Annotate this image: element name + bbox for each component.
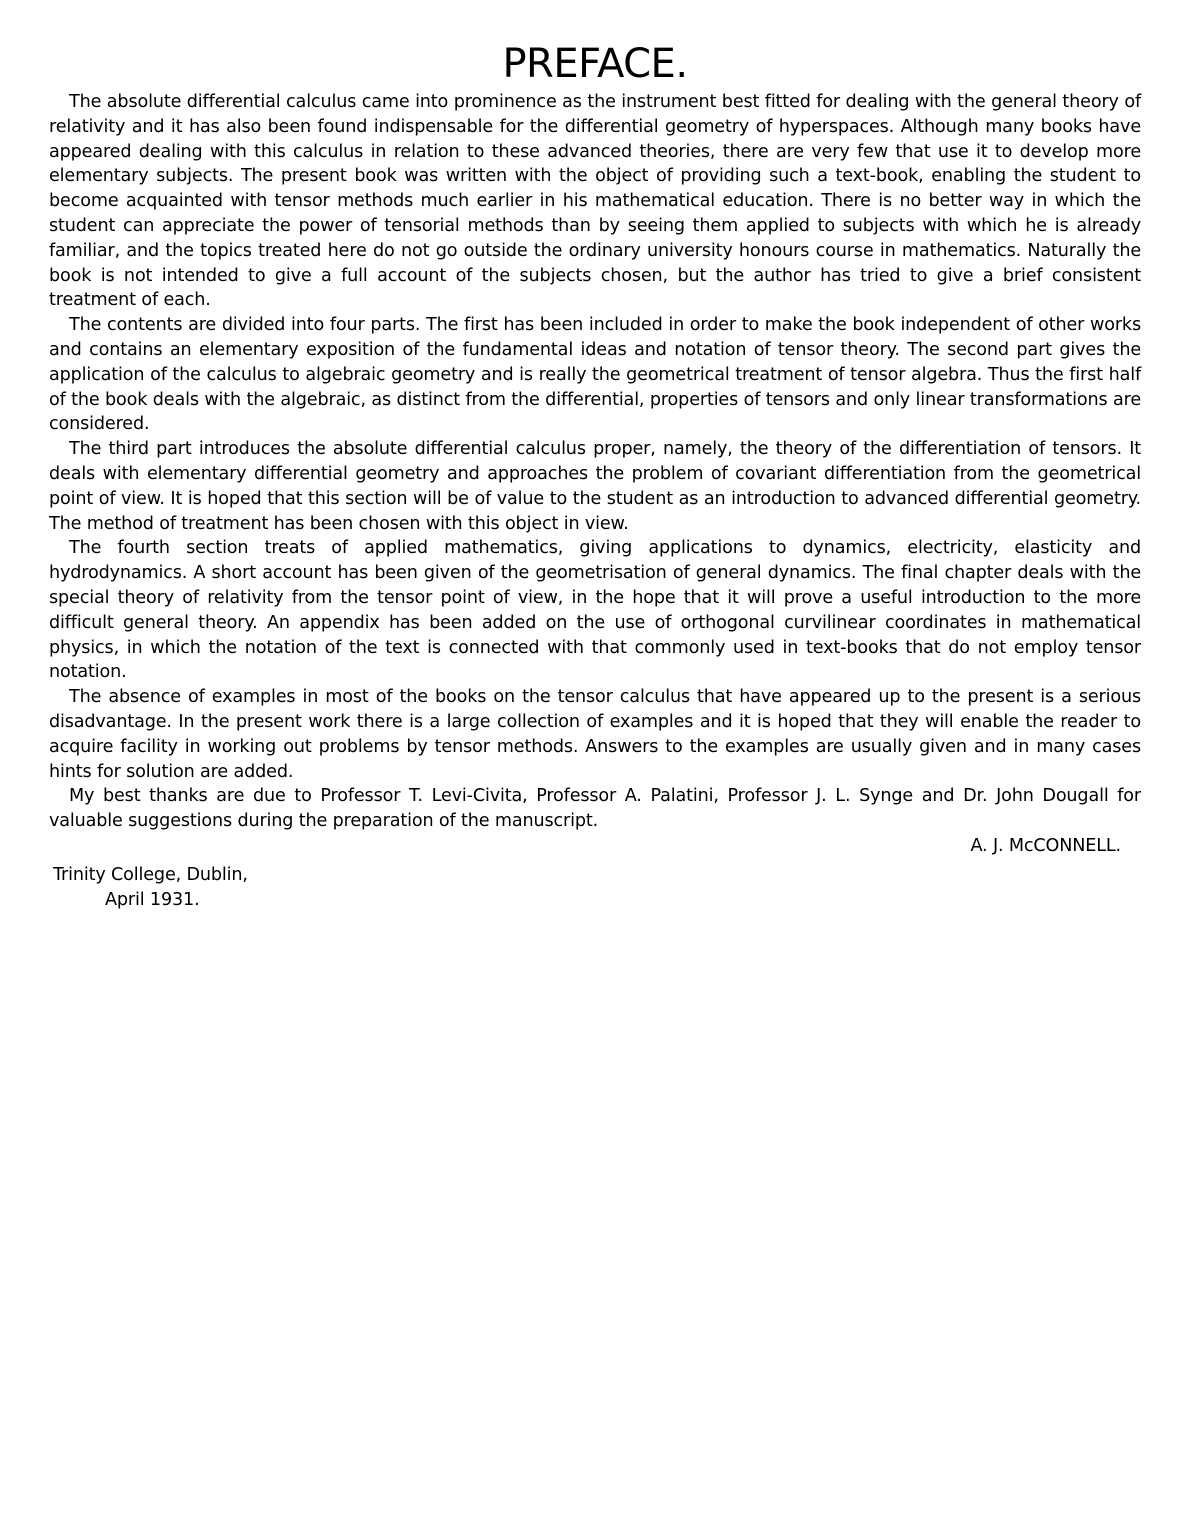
date-line: April 1931. <box>105 889 200 910</box>
paragraph-3: The third part introduces the absolute differential calculus proper, namely, the theory of the differentiation of tensors. It deals with elementary differential geometry and approaches the problem of covariant differentiation from the geometrical point of view. It is hoped that this section will be of value to the student as an introduction to advanced differential geometry. The method of treatment has been chosen with this object in view. <box>49 439 1141 534</box>
paragraph-2: The contents are divided into four parts. The first has been included in order to make the book independent of other works and contains an elementary exposition of the fundamental ideas and notation of tensor theory. The second part gives the application of the calculus to algebraic geometry and is really the geometrical treatment of tensor algebra. Thus the first half of the book deals with the algebraic, as distinct from the differential, properties of tensors and only linear transformations are considered. <box>49 315 1141 435</box>
paragraph-4: The fourth section treats of applied mathematics, giving applications to dynamics, electricity, elasticity and hydrodynamics. A short account has been given of the geometrisation of general dynamics. The final chapter deals with the special theory of relativity from the tensor point of view, in the hope that it will prove a useful introduction to the more difficult general theory. An appendix has been added on the use of orthogonal curvilinear coordinates in mathematical physics, in which the notation of the text is connected with that commonly used in text-books that do not employ tensor notation. <box>49 538 1141 683</box>
author-signature: A. J. McCONNELL. <box>970 835 1121 856</box>
preface-page <box>49 40 1141 912</box>
place-line: Trinity College, Dublin, <box>53 864 248 885</box>
paragraph-6: My best thanks are due to Professor T. Levi-Civita, Professor A. Palatini, Professor J. L. Synge and Dr. John Dougall for valuable suggestions during the preparation of the manuscript. <box>49 786 1141 832</box>
paragraph-1: The absolute differential calculus came into prominence as the instrument best fitted for dealing with the general theory of relativity and it has also been found indispensable for the differential geometry of hyperspaces. Although many books have appeared dealing with this calculus in relation to these advanced theories, there are very few that use it to develop more elementary subjects. The present book was written with the object of providing such a text-book, enabling the student to become acquainted with tensor methods much earlier in his mathematical education. There is no better way in which the student can appreciate the power of tensorial methods than by seeing them applied to subjects with which he is already familiar, and the topics treated here do not go outside the ordinary university honours course in mathematics. Naturally the book is not intended to give a full account of the subjects chosen, but the author has tried to give a brief consistent treatment of each. <box>49 92 1141 311</box>
paragraph-5: The absence of examples in most of the books on the tensor calculus that have appeared up to the present is a serious disadvantage. In the present work there is a large collection of examples and it is hoped that they will enable the reader to acquire facility in working out problems by tensor methods. Answers to the examples are usually given and in many cases hints for solution are added. <box>49 687 1141 782</box>
page-title: PREFACE. <box>502 41 688 87</box>
